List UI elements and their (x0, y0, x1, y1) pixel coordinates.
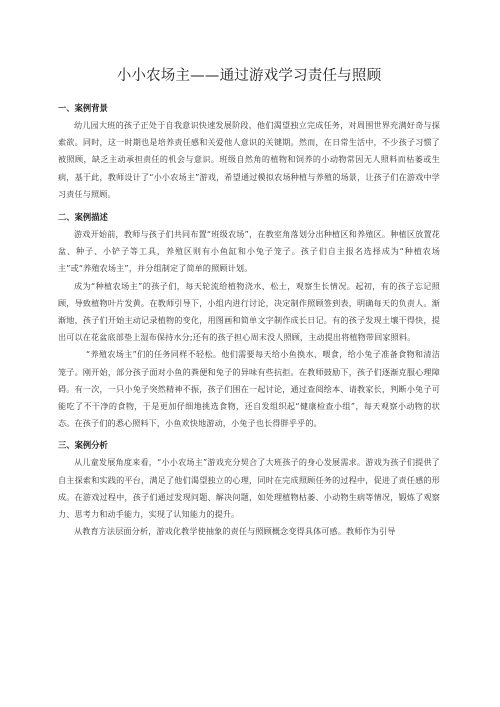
paragraph: 幼儿园大班的孩子正处于自我意识快速发展阶段，他们渴望独立完成任务，对周围世界充满好奇与探索欲。同时，这一时期也是培养责任感和关爱他人意识的关键期。然而，在日常生活中，不少孩子习惯了被照顾，缺乏主动承担责任的机会与意识。班级自然角的植物和饲养的小动物常因无人照料而枯萎或生病，基于此，教师设计了“小小农场主”游戏，希望通过模拟农场种植与养殖的场景，让孩子们在游戏中学习责任与照顾。 (58, 120, 440, 199)
paragraph: “养殖农场主”们的任务同样不轻松。他们需要每天给小鱼换水、喂食，给小兔子准备食物和清洁笼子。刚开始，部分孩子面对小鱼的粪便和兔子的异味有些抗拒。在教师鼓励下，孩子们逐渐克服心理障碍。有一次，一只小兔子突然精神不振，孩子们围在一起讨论，通过查阅绘本、请教家长，判断小兔子可能吃了不干净的食物，于是更加仔细地挑选食物，还自发组织起“健康检查小组”，每天观察小动物的状态。在孩子们的悉心照料下，小鱼欢快地游动，小兔子也长得胖乎乎的。 (58, 349, 440, 429)
section-heading: 一、案例背景 (58, 103, 108, 113)
section-heading: 二、案例描述 (58, 212, 108, 223)
paragraph: 从儿童发展角度来看，“小小农场主”游戏充分契合了大班孩子的身心发展需求。游戏为孩子们提供了自主探索和实践的平台，满足了他们渴望独立的心理，同时在完成照顾任务的过程中，促进了责任感的形成。在游戏过程中，孩子们通过发现问题、解决问题，如处理植物枯萎、小动物生病等情况，锻炼了观察力、思考力和动手能力，实现了认知能力的提升。 (58, 457, 440, 520)
section-analysis (58, 437, 440, 540)
paragraph: 成为“种植农场主”的孩子们，每天轮流给植物浇水、松土，观察生长情况。起初，有的孩子忘记照顾，导致植物叶片发黄。在教师引导下，小组内进行讨论，决定制作照顾签到表，明确每天的负责人。渐渐地，孩子们开始主动记录植物的变化，用图画和简单文字制作成长日记。有的孩子发现土壤干得快，提出可以在花盆底部垫上湿布保持水分;还有的孩子担心周末没人照顾，主动提出将植物带回家照料。 (58, 280, 440, 343)
section-heading: 三、案例分析 (58, 440, 108, 451)
paragraph: 从教育方法层面分析，游戏化教学使抽象的责任与照顾概念变得具体可感。教师作为引导 (74, 526, 396, 537)
document-title: 小小农场主——通过游戏学习责任与照顾 (116, 68, 382, 84)
section-description (58, 209, 440, 432)
paragraph: 游戏开始前，教师与孩子们共同布置“班级农场”，在教室角落划分出种植区和养殖区。种植区放置花盆、种子、小铲子等工具，养殖区则有小鱼缸和小兔子笼子。孩子们自主报名选择成为“种植农场主”或“养殖农场主”，并分组制定了简单的照顾计划。 (58, 229, 440, 274)
section-background (58, 100, 440, 203)
